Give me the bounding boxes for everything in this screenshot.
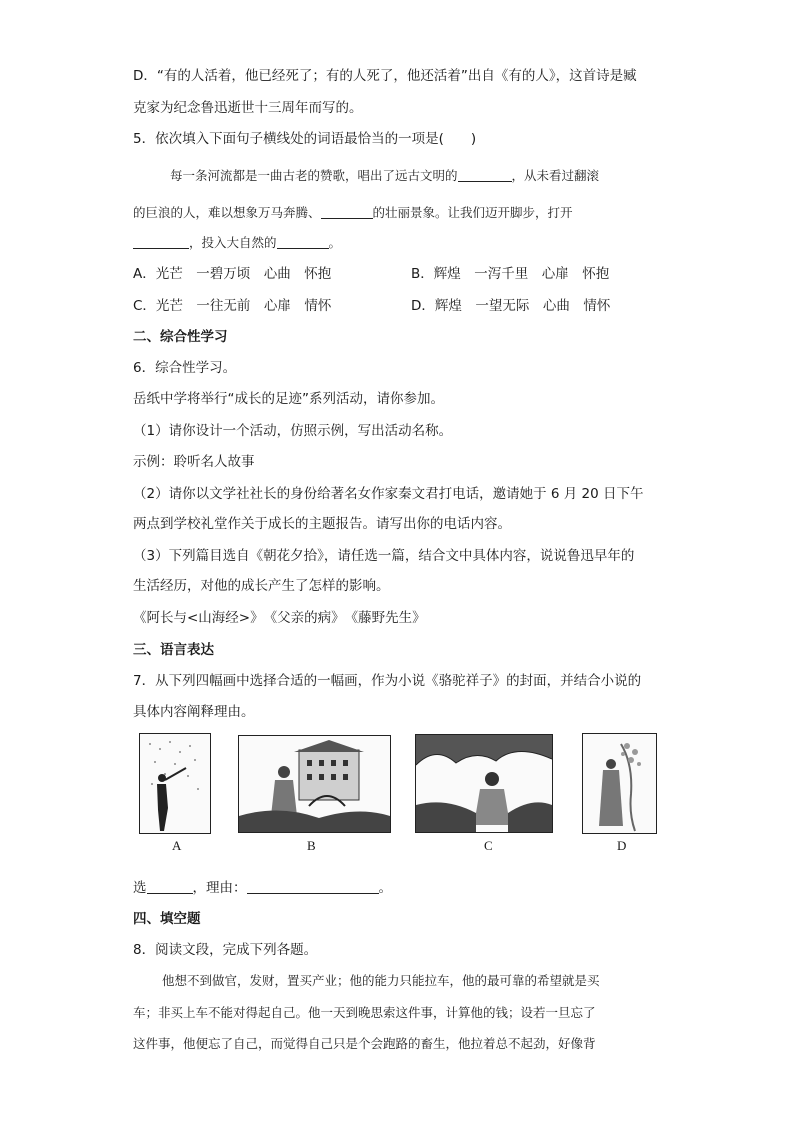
q5-passage-line1: 每一条河流都是一曲古老的赞歌，唱出了远古文明的 ，从未看过翻滚 [170,168,600,183]
q5-option-d: D．辉煌 一望无际 心曲 情怀 [411,298,611,314]
fill-blank [133,234,189,249]
section-4-title: 四、填空题 [133,911,201,927]
q7-line2: 具体内容阐释理由。 [133,704,255,720]
section-2-title: 二、综合性学习 [133,329,228,345]
q6-part1: （1）请你设计一个活动，仿照示例，写出活动名称。 [133,423,453,439]
q6-example: 示例：聆听名人故事 [133,454,255,470]
picture-d [582,733,657,834]
q6-titles: 《阿长与<山海经>》 《父亲的病》 《藤野先生》 [133,610,426,626]
q5-stem: 5．依次填入下面句子横线处的词语最恰当的一项是( ) [133,131,477,147]
reason-blank [247,879,379,894]
picture-c-caption: C [484,838,493,853]
section-3-title: 三、语言表达 [133,642,214,658]
picture-d-caption: D [617,838,627,853]
q6-part3-line2: 生活经历，对他的成长产生了怎样的影响。 [133,578,390,594]
choice-blank [147,879,193,894]
q5-option-a: A．光芒 一碧万顷 心曲 怀抱 [133,266,332,282]
q4-option-d-line2: 克家为纪念鲁迅逝世十三周年而写的。 [133,100,363,116]
fill-blank [277,234,329,249]
q5-passage-line3: ，投入大自然的 。 [133,233,341,253]
q4-option-d-line1: D．“有的人活着，他已经死了；有的人死了，他还活着”出自《有的人》，这首诗是臧 [133,68,637,84]
q5-option-c: C．光芒 一往无前 心扉 情怀 [133,298,332,314]
q5-option-b: B．辉煌 一泻千里 心扉 怀抱 [411,266,610,282]
q7-line1: 7．从下列四幅画中选择合适的一幅画，作为小说《骆驼祥子》的封面，并结合小说的 [133,673,642,689]
q6-intro: 岳纸中学将举行“成长的足迹”系列活动，请你参加。 [133,391,444,407]
q5-passage-line2: 的巨浪的人，难以想象万马奔腾、 的壮丽景象。让我们迈开脚步，打开 [133,205,573,220]
picture-a-illustration [140,734,210,833]
q8-stem: 8．阅读文段，完成下列各题。 [133,942,318,958]
q6-part2-line2: 两点到学校礼堂作关于成长的主题报告。请写出你的电话内容。 [133,516,511,532]
picture-b-caption: B [307,838,316,853]
picture-b-illustration [239,736,390,832]
picture-a-caption: A [172,838,182,853]
picture-c [415,734,553,833]
q8-paragraph-line1: 他想不到做官，发财，置买产业；他的能力只能拉车，他的最可靠的希望就是买 [162,973,600,988]
q7-answer-line: 选 ，理由： 。 [133,880,392,896]
picture-a [139,733,211,834]
q8-paragraph-line2: 车；非买上车不能对得起自己。他一天到晚思索这件事，计算他的钱；设若一旦忘了 [133,1005,596,1020]
q8-paragraph-line3: 这件事，他便忘了自己，而觉得自己只是个会跑路的畜生，他拉着总不起劲，好像背 [133,1036,596,1051]
fill-blank [321,204,373,219]
q6-part3-line1: （3）下列篇目选自《朝花夕拾》，请任选一篇，结合文中具体内容，说说鲁迅早年的 [133,548,635,564]
q6-part2-line1: （2）请你以文学社社长的身份给著名女作家秦文君打电话，邀请她于 6 月 20 日下午 [133,486,644,502]
picture-c-illustration [416,735,552,832]
q6-stem: 6．综合性学习。 [133,360,237,376]
picture-b [238,735,391,833]
fill-blank [458,167,512,182]
picture-d-illustration [583,734,656,833]
